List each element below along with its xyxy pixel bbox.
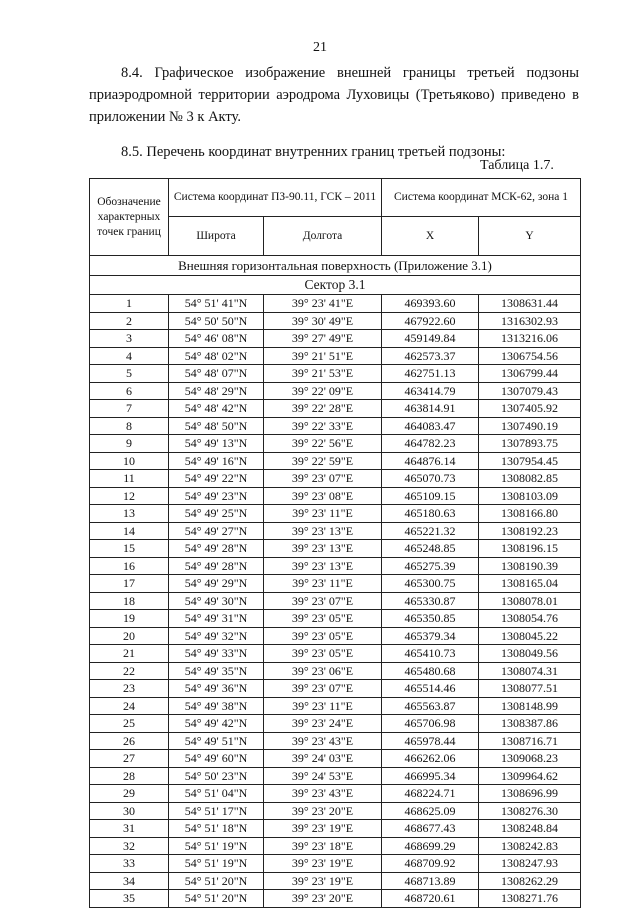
latitude-cell: 54° 49' 32"N xyxy=(169,627,264,645)
x-cell: 465275.39 xyxy=(382,557,479,575)
latitude-cell: 54° 49' 27"N xyxy=(169,522,264,540)
x-cell: 465978.44 xyxy=(382,732,479,750)
latitude-cell: 54° 46' 08"N xyxy=(169,330,264,348)
sector-title: Сектор 3.1 xyxy=(90,276,581,295)
table-row xyxy=(90,470,581,488)
table-row xyxy=(90,505,581,523)
point-number: 25 xyxy=(90,715,169,733)
table-row xyxy=(90,592,581,610)
longitude-cell: 39° 22' 59"E xyxy=(264,452,382,470)
longitude-cell: 39° 23' 07"E xyxy=(264,680,382,698)
table-row xyxy=(90,802,581,820)
table-row xyxy=(90,365,581,383)
longitude-cell: 39° 23' 24"E xyxy=(264,715,382,733)
point-number: 1 xyxy=(90,295,169,313)
table-row xyxy=(90,750,581,768)
latitude-cell: 54° 49' 51"N xyxy=(169,732,264,750)
header-x: X xyxy=(382,217,479,256)
latitude-cell: 54° 49' 30"N xyxy=(169,592,264,610)
point-number: 13 xyxy=(90,505,169,523)
longitude-cell: 39° 23' 05"E xyxy=(264,610,382,628)
header-system-pz90: Система координат ПЗ-90.11, ГСК – 2011 xyxy=(169,179,382,217)
table-row xyxy=(90,680,581,698)
y-cell: 1307405.92 xyxy=(479,400,581,418)
table-row xyxy=(90,382,581,400)
table-row xyxy=(90,785,581,803)
table-row xyxy=(90,662,581,680)
longitude-cell: 39° 23' 19"E xyxy=(264,872,382,890)
coordinates-table xyxy=(89,178,581,908)
point-number: 16 xyxy=(90,557,169,575)
longitude-cell: 39° 22' 33"E xyxy=(264,417,382,435)
longitude-cell: 39° 23' 05"E xyxy=(264,627,382,645)
point-number: 31 xyxy=(90,820,169,838)
longitude-cell: 39° 24' 03"E xyxy=(264,750,382,768)
latitude-cell: 54° 49' 42"N xyxy=(169,715,264,733)
point-number: 15 xyxy=(90,540,169,558)
x-cell: 466262.06 xyxy=(382,750,479,768)
y-cell: 1308049.56 xyxy=(479,645,581,663)
header-y: Y xyxy=(479,217,581,256)
y-cell: 1308054.76 xyxy=(479,610,581,628)
longitude-cell: 39° 23' 13"E xyxy=(264,522,382,540)
x-cell: 468625.09 xyxy=(382,802,479,820)
latitude-cell: 54° 48' 02"N xyxy=(169,347,264,365)
latitude-cell: 54° 51' 41"N xyxy=(169,295,264,313)
table-row xyxy=(90,522,581,540)
x-cell: 465180.63 xyxy=(382,505,479,523)
point-number: 7 xyxy=(90,400,169,418)
latitude-cell: 54° 51' 20"N xyxy=(169,872,264,890)
table-row xyxy=(90,540,581,558)
x-cell: 465070.73 xyxy=(382,470,479,488)
table-row xyxy=(90,487,581,505)
latitude-cell: 54° 49' 28"N xyxy=(169,557,264,575)
table-row xyxy=(90,890,581,908)
table-row xyxy=(90,820,581,838)
longitude-cell: 39° 23' 41"E xyxy=(264,295,382,313)
y-cell: 1308192.23 xyxy=(479,522,581,540)
latitude-cell: 54° 51' 19"N xyxy=(169,855,264,873)
latitude-cell: 54° 49' 28"N xyxy=(169,540,264,558)
y-cell: 1308276.30 xyxy=(479,802,581,820)
longitude-cell: 39° 24' 53"E xyxy=(264,767,382,785)
point-number: 27 xyxy=(90,750,169,768)
y-cell: 1307893.75 xyxy=(479,435,581,453)
header-longitude: Долгота xyxy=(264,217,382,256)
x-cell: 465379.34 xyxy=(382,627,479,645)
latitude-cell: 54° 51' 18"N xyxy=(169,820,264,838)
point-number: 9 xyxy=(90,435,169,453)
point-number: 8 xyxy=(90,417,169,435)
x-cell: 465350.85 xyxy=(382,610,479,628)
table-row xyxy=(90,732,581,750)
y-cell: 1307079.43 xyxy=(479,382,581,400)
longitude-cell: 39° 23' 07"E xyxy=(264,592,382,610)
x-cell: 465221.32 xyxy=(382,522,479,540)
y-cell: 1308716.71 xyxy=(479,732,581,750)
x-cell: 465563.87 xyxy=(382,697,479,715)
y-cell: 1308103.09 xyxy=(479,487,581,505)
point-number: 10 xyxy=(90,452,169,470)
table-row xyxy=(90,330,581,348)
longitude-cell: 39° 23' 19"E xyxy=(264,855,382,873)
latitude-cell: 54° 49' 25"N xyxy=(169,505,264,523)
longitude-cell: 39° 21' 51"E xyxy=(264,347,382,365)
y-cell: 1313216.06 xyxy=(479,330,581,348)
table-row xyxy=(90,610,581,628)
longitude-cell: 39° 30' 49"E xyxy=(264,312,382,330)
y-cell: 1308696.99 xyxy=(479,785,581,803)
paragraph-8-4: 8.4. Графическое изображение внешней границы третьей подзоны приаэродромной территории аэродрома Луховицы (Третьяково) приведено в приложении № 3 к Акту. xyxy=(89,65,579,125)
latitude-cell: 54° 49' 16"N xyxy=(169,452,264,470)
table-row xyxy=(90,697,581,715)
table-row xyxy=(90,312,581,330)
point-number: 12 xyxy=(90,487,169,505)
x-cell: 465410.73 xyxy=(382,645,479,663)
point-number: 22 xyxy=(90,662,169,680)
latitude-cell: 54° 48' 29"N xyxy=(169,382,264,400)
x-cell: 465480.68 xyxy=(382,662,479,680)
longitude-cell: 39° 23' 11"E xyxy=(264,697,382,715)
point-number: 18 xyxy=(90,592,169,610)
point-number: 35 xyxy=(90,890,169,908)
table-row xyxy=(90,715,581,733)
table-row xyxy=(90,347,581,365)
x-cell: 465706.98 xyxy=(382,715,479,733)
x-cell: 468720.61 xyxy=(382,890,479,908)
x-cell: 463414.79 xyxy=(382,382,479,400)
longitude-cell: 39° 22' 28"E xyxy=(264,400,382,418)
y-cell: 1308262.29 xyxy=(479,872,581,890)
latitude-cell: 54° 51' 04"N xyxy=(169,785,264,803)
point-number: 30 xyxy=(90,802,169,820)
table-row xyxy=(90,645,581,663)
table-row xyxy=(90,575,581,593)
latitude-cell: 54° 51' 17"N xyxy=(169,802,264,820)
x-cell: 468709.92 xyxy=(382,855,479,873)
latitude-cell: 54° 48' 07"N xyxy=(169,365,264,383)
x-cell: 467922.60 xyxy=(382,312,479,330)
y-cell: 1306754.56 xyxy=(479,347,581,365)
y-cell: 1308078.01 xyxy=(479,592,581,610)
y-cell: 1308387.86 xyxy=(479,715,581,733)
latitude-cell: 54° 49' 36"N xyxy=(169,680,264,698)
latitude-cell: 54° 49' 60"N xyxy=(169,750,264,768)
paragraph-8-5: 8.5. Перечень координат внутренних границ третьей подзоны: xyxy=(121,144,506,160)
point-number: 5 xyxy=(90,365,169,383)
latitude-cell: 54° 49' 35"N xyxy=(169,662,264,680)
point-number: 32 xyxy=(90,837,169,855)
x-cell: 465300.75 xyxy=(382,575,479,593)
table-row xyxy=(90,627,581,645)
table-row xyxy=(90,855,581,873)
longitude-cell: 39° 23' 11"E xyxy=(264,575,382,593)
longitude-cell: 39° 23' 20"E xyxy=(264,890,382,908)
point-number: 34 xyxy=(90,872,169,890)
point-number: 33 xyxy=(90,855,169,873)
latitude-cell: 54° 49' 23"N xyxy=(169,487,264,505)
point-number: 14 xyxy=(90,522,169,540)
page-number: 21 xyxy=(313,40,327,55)
longitude-cell: 39° 27' 49"E xyxy=(264,330,382,348)
x-cell: 459149.84 xyxy=(382,330,479,348)
y-cell: 1309068.23 xyxy=(479,750,581,768)
point-number: 2 xyxy=(90,312,169,330)
latitude-cell: 54° 49' 38"N xyxy=(169,697,264,715)
y-cell: 1308190.39 xyxy=(479,557,581,575)
table-row xyxy=(90,872,581,890)
x-cell: 463814.91 xyxy=(382,400,479,418)
x-cell: 468713.89 xyxy=(382,872,479,890)
point-number: 26 xyxy=(90,732,169,750)
header-latitude: Широта xyxy=(169,217,264,256)
section-title: Внешняя горизонтальная поверхность (Приложение 3.1) xyxy=(90,256,581,276)
point-number: 20 xyxy=(90,627,169,645)
header-system-msk62: Система координат МСК-62, зона 1 xyxy=(382,179,581,217)
longitude-cell: 39° 23' 18"E xyxy=(264,837,382,855)
y-cell: 1309964.62 xyxy=(479,767,581,785)
latitude-cell: 54° 50' 23"N xyxy=(169,767,264,785)
latitude-cell: 54° 49' 22"N xyxy=(169,470,264,488)
longitude-cell: 39° 23' 20"E xyxy=(264,802,382,820)
x-cell: 465330.87 xyxy=(382,592,479,610)
y-cell: 1308242.83 xyxy=(479,837,581,855)
latitude-cell: 54° 48' 50"N xyxy=(169,417,264,435)
point-number: 17 xyxy=(90,575,169,593)
y-cell: 1307954.45 xyxy=(479,452,581,470)
longitude-cell: 39° 23' 43"E xyxy=(264,732,382,750)
longitude-cell: 39° 22' 09"E xyxy=(264,382,382,400)
point-number: 4 xyxy=(90,347,169,365)
x-cell: 468699.29 xyxy=(382,837,479,855)
longitude-cell: 39° 23' 05"E xyxy=(264,645,382,663)
longitude-cell: 39° 21' 53"E xyxy=(264,365,382,383)
point-number: 23 xyxy=(90,680,169,698)
x-cell: 468677.43 xyxy=(382,820,479,838)
x-cell: 464876.14 xyxy=(382,452,479,470)
longitude-cell: 39° 23' 43"E xyxy=(264,785,382,803)
y-cell: 1308074.31 xyxy=(479,662,581,680)
x-cell: 465514.46 xyxy=(382,680,479,698)
point-number: 11 xyxy=(90,470,169,488)
y-cell: 1308631.44 xyxy=(479,295,581,313)
x-cell: 464083.47 xyxy=(382,417,479,435)
y-cell: 1308271.76 xyxy=(479,890,581,908)
longitude-cell: 39° 23' 13"E xyxy=(264,540,382,558)
y-cell: 1308045.22 xyxy=(479,627,581,645)
longitude-cell: 39° 23' 06"E xyxy=(264,662,382,680)
table-row xyxy=(90,400,581,418)
longitude-cell: 39° 23' 07"E xyxy=(264,470,382,488)
x-cell: 465109.15 xyxy=(382,487,479,505)
longitude-cell: 39° 23' 13"E xyxy=(264,557,382,575)
latitude-cell: 54° 49' 29"N xyxy=(169,575,264,593)
longitude-cell: 39° 23' 08"E xyxy=(264,487,382,505)
table-row xyxy=(90,295,581,313)
longitude-cell: 39° 22' 56"E xyxy=(264,435,382,453)
table-row xyxy=(90,452,581,470)
y-cell: 1308248.84 xyxy=(479,820,581,838)
point-number: 29 xyxy=(90,785,169,803)
header-point-label: Обозначение характерных точек границ xyxy=(90,179,169,256)
latitude-cell: 54° 49' 31"N xyxy=(169,610,264,628)
x-cell: 462751.13 xyxy=(382,365,479,383)
latitude-cell: 54° 50' 50"N xyxy=(169,312,264,330)
x-cell: 465248.85 xyxy=(382,540,479,558)
point-number: 19 xyxy=(90,610,169,628)
table-row xyxy=(90,557,581,575)
table-caption: Таблица 1.7. xyxy=(480,158,554,173)
x-cell: 466995.34 xyxy=(382,767,479,785)
y-cell: 1308196.15 xyxy=(479,540,581,558)
point-number: 21 xyxy=(90,645,169,663)
table-row xyxy=(90,767,581,785)
longitude-cell: 39° 23' 11"E xyxy=(264,505,382,523)
longitude-cell: 39° 23' 19"E xyxy=(264,820,382,838)
y-cell: 1316302.93 xyxy=(479,312,581,330)
point-number: 3 xyxy=(90,330,169,348)
table-row xyxy=(90,417,581,435)
latitude-cell: 54° 49' 33"N xyxy=(169,645,264,663)
point-number: 24 xyxy=(90,697,169,715)
y-cell: 1308077.51 xyxy=(479,680,581,698)
x-cell: 462573.37 xyxy=(382,347,479,365)
y-cell: 1308166.80 xyxy=(479,505,581,523)
coordinate-rows xyxy=(90,295,581,908)
y-cell: 1308082.85 xyxy=(479,470,581,488)
table-row xyxy=(90,837,581,855)
latitude-cell: 54° 51' 19"N xyxy=(169,837,264,855)
y-cell: 1308148.99 xyxy=(479,697,581,715)
x-cell: 469393.60 xyxy=(382,295,479,313)
x-cell: 468224.71 xyxy=(382,785,479,803)
latitude-cell: 54° 48' 42"N xyxy=(169,400,264,418)
x-cell: 464782.23 xyxy=(382,435,479,453)
table-row xyxy=(90,435,581,453)
point-number: 28 xyxy=(90,767,169,785)
point-number: 6 xyxy=(90,382,169,400)
latitude-cell: 54° 51' 20"N xyxy=(169,890,264,908)
y-cell: 1308247.93 xyxy=(479,855,581,873)
latitude-cell: 54° 49' 13"N xyxy=(169,435,264,453)
y-cell: 1308165.04 xyxy=(479,575,581,593)
y-cell: 1306799.44 xyxy=(479,365,581,383)
y-cell: 1307490.19 xyxy=(479,417,581,435)
